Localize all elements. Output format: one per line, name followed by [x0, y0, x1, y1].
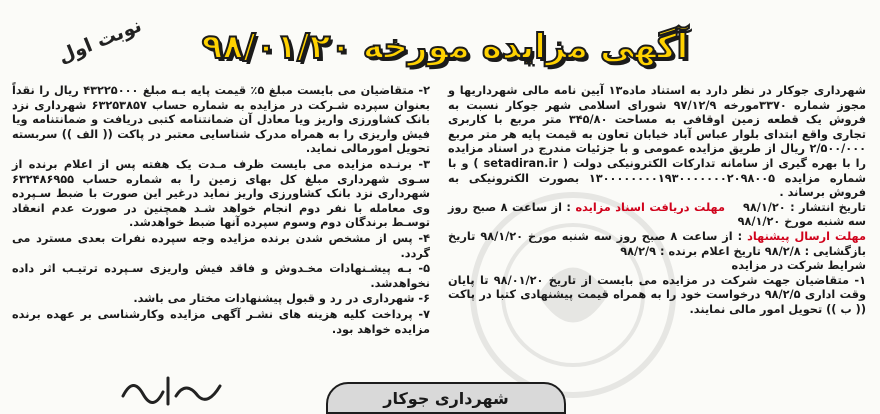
doc-deadline-value: : از ساعت ۸ صبح روز سه شنبه مورخ ۹۸/۱/۲۰: [448, 200, 866, 229]
submit-label: مهلت ارسال پیشنهاد: [747, 229, 867, 243]
publish-line: [448, 201, 866, 230]
signature-mark: [118, 366, 228, 410]
right-column: [448, 84, 866, 318]
intro-paragraph: شهرداری جوکار در نظر دارد به استناد ماده۱۳ آیین نامه مالی شهرداریها و مجوز شماره ۳۳۷۰مورخه ۹۷/۱۲/۹ شورای اسلامی شهر جوکار نسبت به فروش یک قطعه زمین اوقافی به مساحت ۳۴۵/۸۰ متر مربع با کاربری تجاری واقع ابتدای بلوار عباس آباد خیابان تعاون به قیمت پایه هر متر مربع ۲/۵۰۰/۰۰۰ ریال از طریق مزایده عمومی و با جزئیات مندرج در اسناد مزایده را با بهره گیری از سامانه تدارکات الکترونیکی دولت ( setadiran.ir ) و با شماره مزایده ۱۳۰۰۰۰۰۰۰۰۱۹۳۰۰۰۰۰۰۰۲۰۹۸۰۰۵ بصورت الکترونیکی به فروش برساند .: [448, 84, 867, 200]
publish-date: تاریخ انتشار : ۹۸/۱/۲۰: [742, 200, 866, 214]
condition-3: ۳- برنـده مزایده می بایست ظرف مـدت یک هفته پس از اعلام برنده از سـوی شهرداری مبلغ کل بهای زمین را به شماره حساب ۶۳۲۴۸۶۹۵۵ شهرداری نزد بانک کشاورزی واریز نماید درغیر این صورت با ضبط سـپرده وی معامله با نفر دوم انجام خواهد شـد همچنین در صورت عدم انعقاد توسـط برندگان دوم وسوم سپرده آنها ضبط خواهدشد.: [12, 157, 430, 230]
condition-5: ۵- بـه پیشـنهادات مخـدوش و فاقد فیش واریزی سـپرده ترتیـب اثر داده نخواهدشد.: [12, 262, 430, 290]
edition-label: نوبت اول: [55, 14, 145, 68]
doc-deadline-label: مهلت دریافت اسناد مزایده: [575, 200, 726, 214]
condition-6: ۶- شهرداری در رد و قبول پیشنهادات مختار می باشد.: [133, 292, 430, 306]
footer-organization: شهرداری جوکار: [326, 382, 566, 414]
condition-1: ۱- متقاضیان جهت شرکت در مزایده می بایست از تاریخ ۹۸/۰۱/۲۰ تا پایان وقت اداری ۹۸/۲/۵ درخواست خود را به همراه قیمت پیشنهادی کتبا در پاکت (( ب )) تحویل امور مالی نمایند.: [448, 273, 866, 316]
submit-value: : از ساعت ۸ صبح روز سه شنبه مورخ ۹۸/۱/۲۰ تاریخ بازگشایی : ۹۸/۲/۸ تاریخ اعلام برنده : ۹۸/۲/۹: [448, 229, 866, 258]
submit-line: [448, 230, 866, 259]
left-column: [12, 84, 430, 338]
title-text: آگهی مزایده مورخه ۹۸/۰۱/۲۰: [201, 27, 689, 67]
conditions-title: شرایط شرکت در مزایده: [731, 259, 866, 273]
condition-7: ۷- پرداخت کلیه هزینه های نشـر آگهی مزایده وکارشناسی بر عهده برنده مزایده خواهد بود.: [12, 307, 430, 336]
condition-4: ۴- پس از مشخص شدن برنده مزایده وجه سپرده نفرات بعدی مسترد می گردد.: [12, 231, 430, 260]
condition-2: ۲- متقاضیان می بایست مبلغ ۵٪ قیمت پایه بـه مبلغ ۴۳۲۲۵۰۰۰ ریال را نقداً بعنوان سپرده شـرکت در مزایده به شماره حساب ۶۳۲۵۳۸۵۷ شهرداری نزد بانک کشاورزی واریز ویا معادل آن ضمانتنامه کتبی دریافت و ضمانتنامه ویا فیش واریزی را به همراه مدرک شناسایی معتبر در پاکت (( الف )) سربسته تحویل امورمالی نماید.: [12, 84, 431, 156]
announcement-title: [195, 16, 695, 78]
